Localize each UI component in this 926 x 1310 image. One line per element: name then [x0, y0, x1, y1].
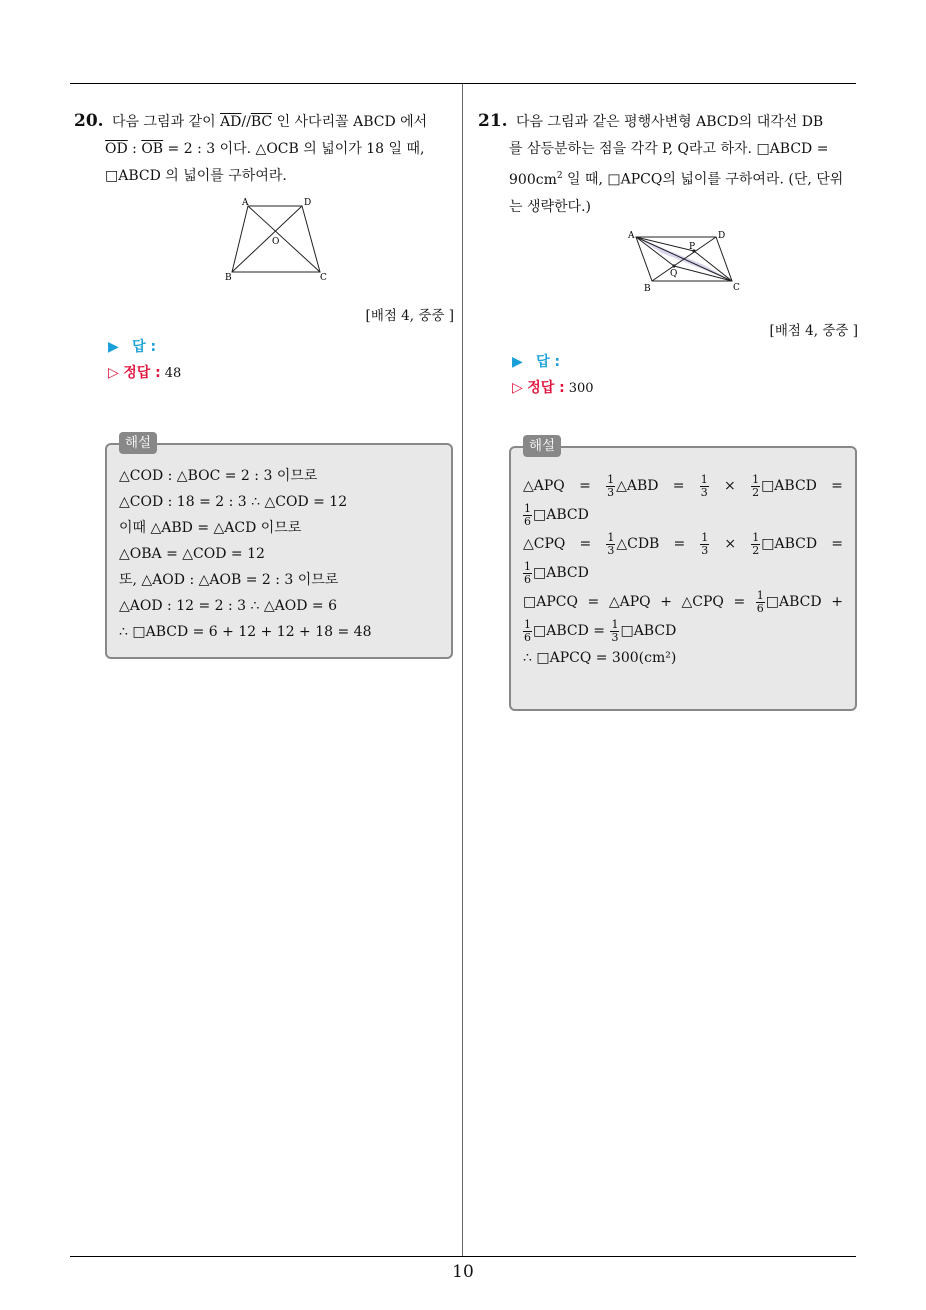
- correct-label: 정답 :: [123, 365, 161, 381]
- solution-tag: 해설: [523, 435, 561, 457]
- bottom-rule: [70, 1256, 856, 1257]
- label-b: B: [225, 273, 232, 283]
- solution-line: △COD : △BOC = 2 : 3 이므로: [119, 468, 318, 484]
- question-number: 20.: [74, 111, 104, 131]
- answer-area: [108, 334, 454, 387]
- solution-line: 이때 △ABD = △ACD 이므로: [119, 520, 302, 536]
- answer-label: 답 :: [536, 353, 561, 370]
- solution-line: ∴ □APCQ = 300(cm²): [523, 650, 677, 666]
- label-c: C: [320, 273, 327, 283]
- label-p: P: [689, 241, 696, 252]
- correct-label: 정답 :: [527, 379, 565, 396]
- question-number: 21.: [478, 111, 508, 131]
- answer-label: 답 :: [132, 339, 157, 355]
- label-q: Q: [670, 268, 678, 279]
- solution-line: $\frac{1}{6}$ □ABCD = $\frac{1}{3}$ □ABCD: [524, 617, 677, 644]
- correct-value: 300: [568, 380, 594, 396]
- label-o: O: [272, 237, 280, 247]
- label-d: D: [304, 198, 312, 208]
- solution-line: $\frac{1}{6}$ □ABCD: [524, 559, 589, 586]
- solution-line: ∴ □ABCD = 6 + 12 + 12 + 18 = 48: [119, 624, 372, 640]
- answer-arrow-icon: ▶: [512, 353, 523, 370]
- question-21: [478, 108, 858, 402]
- answer-area: [512, 349, 858, 402]
- solution-box-20: [105, 435, 453, 659]
- question-21-text: 21. 다음 그림과 같은 평행사변형 ABCD의 대각선 DB 를 삼등분하는 점을 각각 P, Q라고 하자. □ABCD = $900cm^2$ 일 때, □APCQ의 넓이를 구하여라. (단, 단위 는 생략한다.): [478, 111, 844, 215]
- question-20-text: 20. 다음 그림과 같이 $\overline{AD}//\overline{BC}$ 인 사다리꼴 ABCD 에서 $\overline{OD}$ : $\overline{OB} = 2$ : 3 이다. △OCB 의 넓이가 18 일 때, □ABCD 의 넓이를 구하여라.: [74, 111, 428, 184]
- solution-line: △AOD : 12 = 2 : 3 ∴ △AOD = 6: [119, 598, 337, 614]
- question-20: [74, 108, 454, 387]
- solution-line: △COD : 18 = 2 : 3 ∴ △COD = 12: [119, 494, 348, 510]
- parallelogram-figure: [628, 229, 744, 299]
- trapezoid-figure: [222, 198, 342, 290]
- solution-tag: 해설: [119, 432, 157, 454]
- solution-line: $\frac{1}{6}$ □ABCD: [524, 501, 589, 528]
- top-rule: [70, 83, 856, 84]
- solution-line: △CPQ = $\frac{1}{3}$ △CDB = $\frac{1}{3}$ × $\frac{1}{2}$ □ABCD =: [523, 530, 843, 557]
- label-b: B: [644, 283, 651, 294]
- correct-value: 48: [164, 366, 182, 381]
- label-a: A: [628, 230, 635, 241]
- solution-line: △APQ = $\frac{1}{3}$ △ABD = $\frac{1}{3}$ × $\frac{1}{2}$ □ABCD =: [523, 472, 843, 499]
- label-c: C: [733, 282, 740, 293]
- label-d: D: [718, 230, 726, 241]
- solution-line: △OBA = △COD = 12: [119, 546, 265, 562]
- column-divider: [462, 84, 463, 1256]
- label-a: A: [242, 198, 249, 208]
- answer-arrow-icon: ▶: [108, 339, 119, 355]
- solution-line: □APCQ = △APQ + △CPQ = $\frac{1}{6}$ □ABCD +: [523, 588, 843, 615]
- score-label: [배점 4, 중중 ]: [365, 308, 454, 324]
- correct-arrow-icon: ▷: [108, 365, 119, 381]
- correct-arrow-icon: ▷: [512, 379, 523, 396]
- page-number: 10: [452, 1262, 474, 1282]
- score-label: [배점 4, 중중 ]: [769, 322, 858, 339]
- solution-line: 또, △AOD : △AOB = 2 : 3 이므로: [119, 572, 339, 588]
- solution-box-21: [509, 438, 857, 711]
